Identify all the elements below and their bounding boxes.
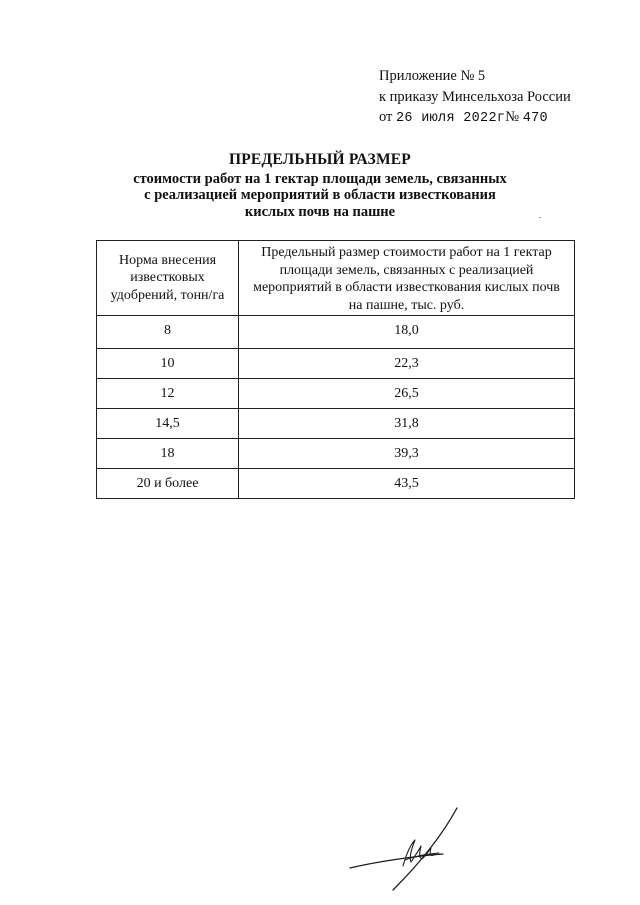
norm-cell: 10	[97, 349, 239, 379]
order-date: 26 июля 2022г	[396, 111, 506, 126]
appendix-header	[379, 66, 571, 130]
header-norm: Норма внесения известковых удобрений, тонн/га	[97, 241, 239, 316]
cost-table	[96, 240, 575, 499]
norm-cell: 20 и более	[97, 469, 239, 499]
cost-cell: 26,5	[239, 379, 575, 409]
norm-cell: 18	[97, 439, 239, 469]
cost-cell: 18,0	[239, 316, 575, 349]
title-line-4: кислых почв на пашне	[244, 203, 396, 220]
table-row	[97, 379, 575, 409]
order-reference: к приказу Минсельхоза России	[379, 88, 571, 105]
document-title	[0, 152, 640, 220]
cost-cell: 22,3	[239, 349, 575, 379]
cost-cell: 39,3	[239, 439, 575, 469]
title-line-2: стоимости работ на 1 гектар площади земель, связанных	[133, 170, 507, 187]
cost-cell: 43,5	[239, 469, 575, 499]
norm-cell: 14,5	[97, 409, 239, 439]
norm-cell: 8	[97, 316, 239, 349]
number-sign: №	[505, 109, 520, 125]
table-row	[97, 409, 575, 439]
table-row	[97, 316, 575, 349]
table-header-row	[97, 241, 575, 316]
norm-cell: 12	[97, 379, 239, 409]
date-prefix: от	[379, 109, 393, 125]
appendix-number: Приложение № 5	[379, 68, 486, 84]
signature-icon	[345, 800, 475, 895]
table-row	[97, 349, 575, 379]
order-number: 470	[522, 111, 548, 126]
title-line-3: с реализацией мероприятий в области известкования	[144, 187, 496, 203]
scan-speck	[539, 217, 541, 218]
order-date-line	[379, 107, 571, 130]
table-row	[97, 469, 575, 499]
table-row	[97, 439, 575, 469]
title-main: ПРЕДЕЛЬНЫЙ РАЗМЕР	[229, 151, 411, 168]
cost-cell: 31,8	[239, 409, 575, 439]
header-cost: Предельный размер стоимости работ на 1 гектар площади земель, связанных с реализацией мероприятий в области известкования кислых почв на пашне, тыс. руб.	[239, 241, 575, 316]
